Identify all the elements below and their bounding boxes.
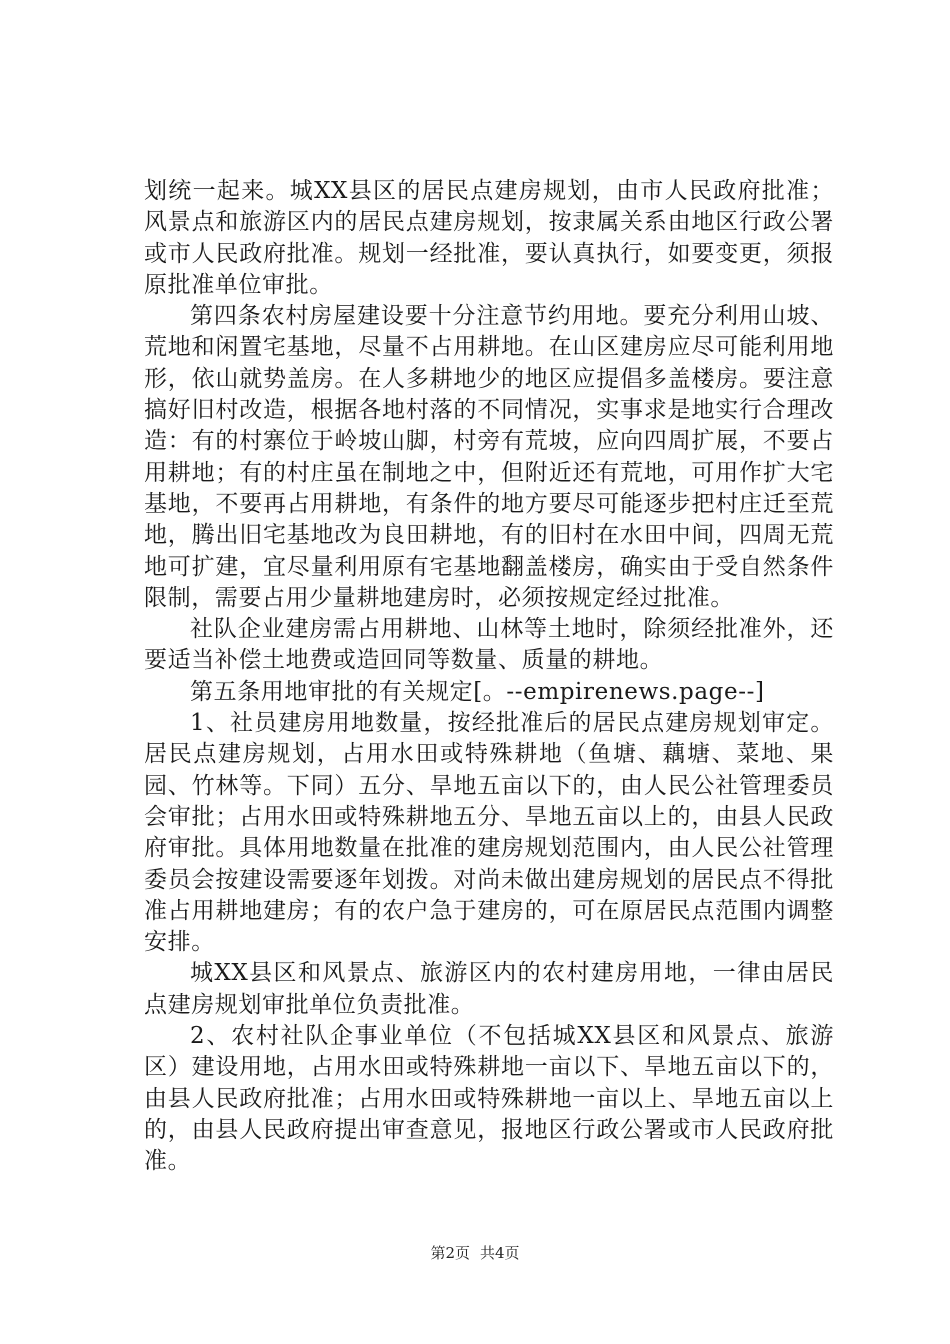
paragraph-article-5-heading: 第五条用地审批的有关规定[。--empirenews.page--]	[190, 678, 765, 705]
page-number: 第2页	[430, 1244, 470, 1262]
page-total: 共4页	[480, 1244, 520, 1262]
paragraph-continuation: 划统一起来。城XX县区的居民点建房规划，由市人民政府批准；风景点和旅游区内的居民点建房规划，按隶属关系由地区行政公署或市人民政府批准。规划一经批准，要认真执行，如要变更，须报原批准单位审批。	[144, 178, 834, 298]
paragraph-enterprise-land: 社队企业建房需占用耕地、山林等土地时，除须经批准外，还要适当补偿土地费或造回同等数量、质量的耕地。	[144, 616, 834, 674]
document-body	[144, 176, 834, 1178]
paragraph-article-4: 第四条农村房屋建设要十分注意节约用地。要充分利用山坡、荒地和闲置宅基地，尽量不占用耕地。在山区建房应尽可能利用地形，依山就势盖房。在人多耕地少的地区应提倡多盖楼房。要注意搞好旧村改造，根据各地村落的不同情况，实事求是地实行合理改造：有的村寨位于岭坡山脚，村旁有荒坡，应向四周扩展，不要占用耕地；有的村庄虽在制地之中，但附近还有荒地，可用作扩大宅基地，不要再占用耕地，有条件的地方要尽可能逐步把村庄迁至荒地，腾出旧宅基地改为良田耕地，有的旧村在水田中间，四周无荒地可扩建，宜尽量利用原有宅基地翻盖楼房，确实由于受自然条件限制，需要占用少量耕地建房时，必须按规定经过批准。	[144, 303, 834, 611]
paragraph-item-1: 1、社员建房用地数量，按经批准后的居民点建房规划审定。居民点建房规划，占用水田或特殊耕地（鱼塘、藕塘、菜地、果园、竹林等。下同）五分、旱地五亩以下的，由人民公社管理委员会审批；占用水田或特殊耕地五分、旱地五亩以上的，由县人民政府审批。具体用地数量在批准的建房规划范围内，由人民公社管理委员会按建设需要逐年划拨。对尚未做出建房规划的居民点不得批准占用耕地建房；有的农户急于建房的，可在原居民点范围内调整安排。	[144, 710, 834, 956]
page-footer	[0, 1242, 950, 1263]
paragraph-item-2: 2、农村社队企事业单位（不包括城XX县区和风景点、旅游区）建设用地，占用水田或特殊耕地一亩以下、旱地五亩以下的，由县人民政府批准；占用水田或特殊耕地一亩以上、旱地五亩以上的，由县人民政府提出审查意见，报地区行政公署或市人民政府批准。	[144, 1023, 834, 1175]
paragraph-urban-land: 城XX县区和风景点、旅游区内的农村建房用地，一律由居民点建房规划审批单位负责批准。	[144, 960, 834, 1018]
